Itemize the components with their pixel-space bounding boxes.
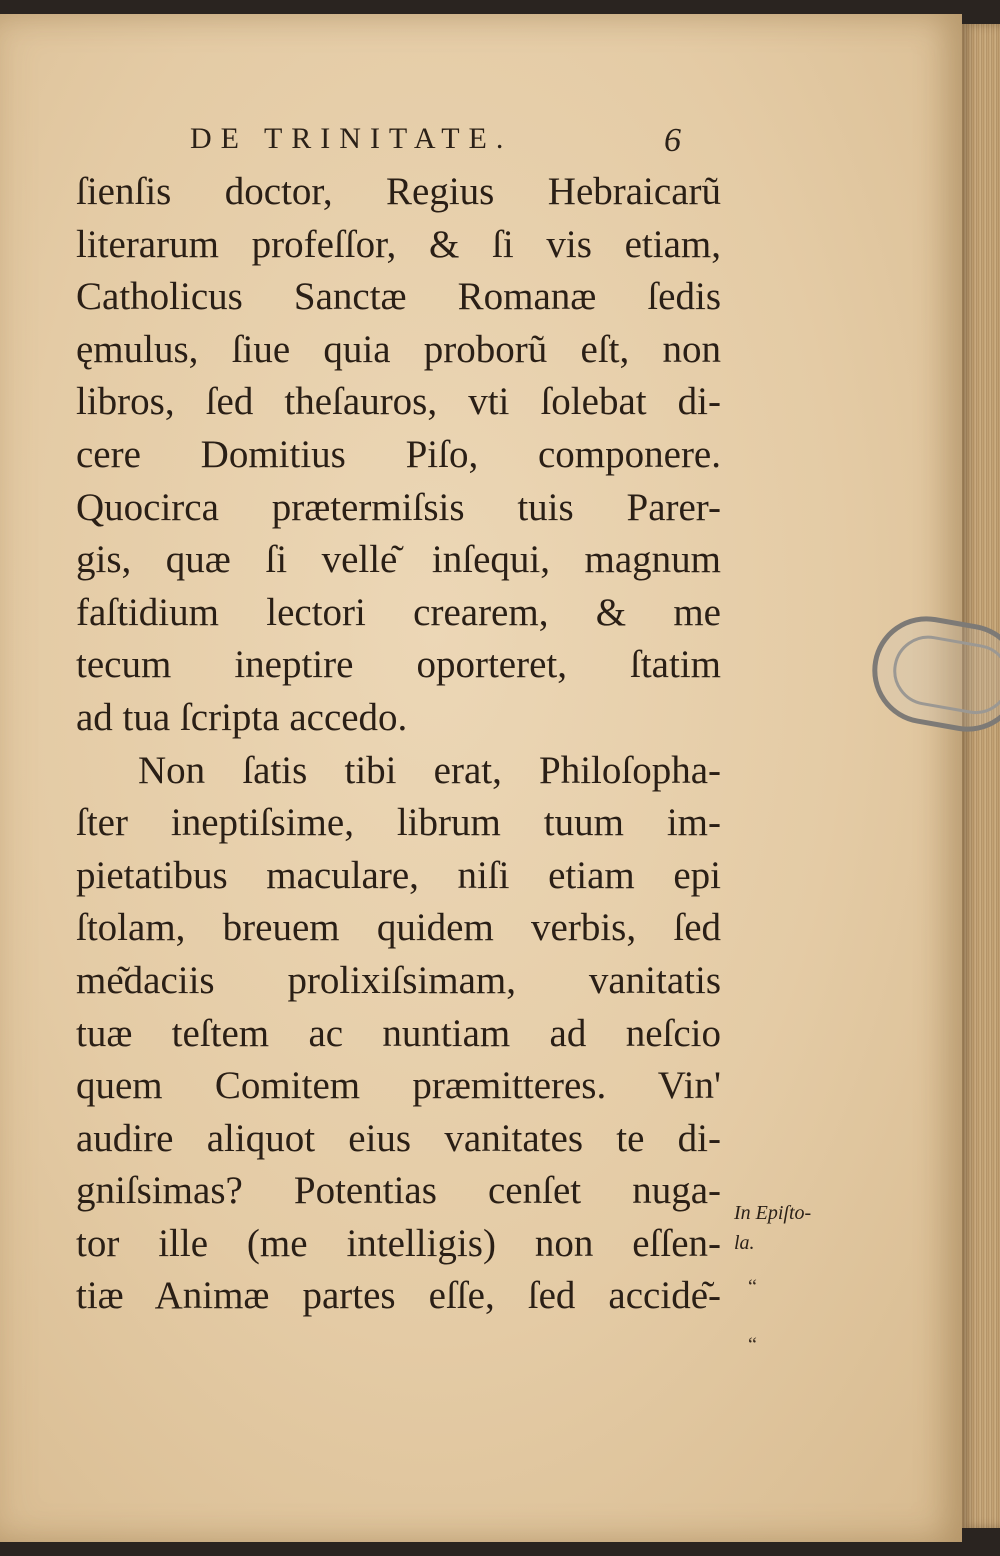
book-leaf xyxy=(0,14,962,1542)
text-line: ęmulus, ſiue quia proborũ eſt, non xyxy=(76,327,721,371)
text-line: me͂daciis prolixiſsimam, vanitatis xyxy=(76,958,721,1002)
text-line: audire aliquot eius vanitates te di- xyxy=(76,1116,721,1160)
margin-note xyxy=(734,1198,811,1258)
text-line: ſter ineptiſsime, librum tuum im- xyxy=(76,801,721,845)
text-line: tor ille (me intelligis) non eſſen- xyxy=(76,1221,721,1265)
body-text xyxy=(76,166,721,1323)
margin-note-line: la. xyxy=(734,1232,755,1254)
page-edges xyxy=(962,24,1000,1528)
quotation-mark: “ xyxy=(748,1334,757,1356)
quotation-mark: “ xyxy=(748,1276,757,1298)
text-line: faſtidium lectori crearem, & me xyxy=(76,590,721,634)
margin-note-line: In Epiſto- xyxy=(734,1202,812,1224)
text-line: quem Comitem præmitteres. Vin' xyxy=(76,1064,721,1108)
text-line: ſienſis doctor, Regius Hebraicarũ xyxy=(76,170,721,213)
text-line: gniſsimas? Potentias cenſet nuga- xyxy=(76,1169,721,1213)
paperclip-inner-loop xyxy=(888,630,1000,719)
text-line: gis, quæ ſi velle͂ inſequi, magnum xyxy=(76,538,721,582)
text-line: literarum profeſſor, & ſi vis etiam, xyxy=(76,222,721,266)
text-line: libros, ſed theſauros, vti ſolebat di- xyxy=(76,380,721,424)
text-line: tuæ teſtem ac nuntiam ad neſcio xyxy=(76,1011,721,1055)
text-line: Quocirca prætermiſsis tuis Parer- xyxy=(76,485,721,529)
text-line: ad tua ſcripta accedo. xyxy=(76,695,408,739)
text-line: tiæ Animæ partes eſſe, ſed accide͂- xyxy=(76,1274,721,1318)
page-number: 6 xyxy=(664,122,681,159)
text-line: Non ſatis tibi erat, Philoſopha- xyxy=(138,748,721,792)
running-title: DE TRINITATE. xyxy=(190,122,513,155)
text-line: ſtolam, breuem quidem verbis, ſed xyxy=(76,906,721,950)
text-line: Catholicus Sanctæ Romanæ ſedis xyxy=(76,275,721,319)
text-line: cere Domitius Piſo, componere. xyxy=(76,432,721,476)
text-line: pietatibus maculare, niſi etiam epi xyxy=(76,853,721,897)
text-line: tecum ineptire oporteret, ſtatim xyxy=(76,643,721,687)
